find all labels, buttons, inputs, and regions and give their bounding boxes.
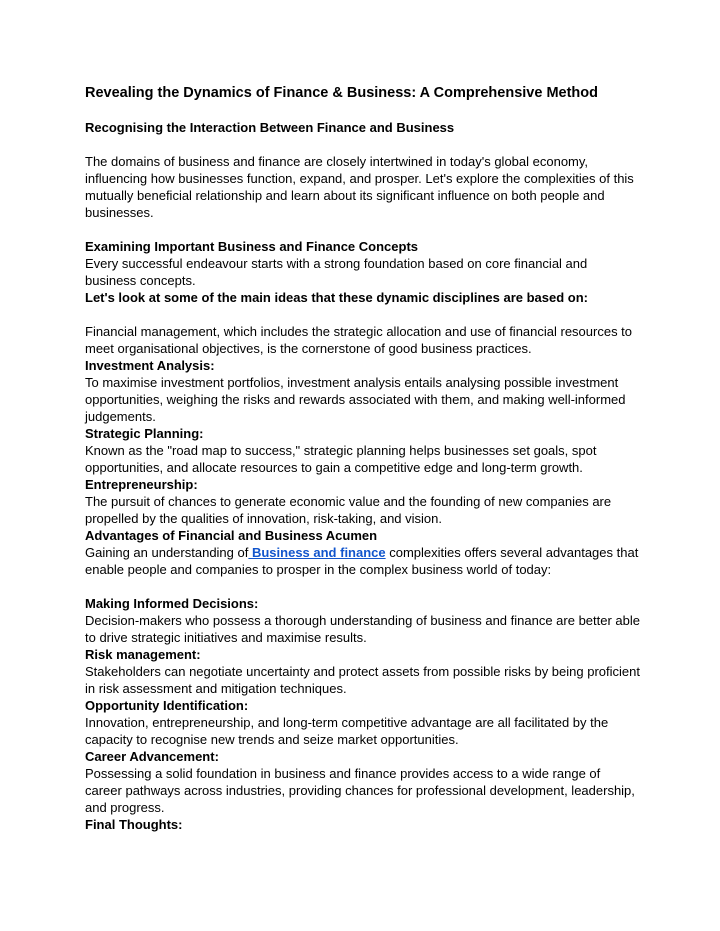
paragraph-informed-decisions: Decision-makers who possess a thorough understanding of business and finance are better able to drive strategic initiatives and maximise results. (85, 613, 641, 645)
paragraph-investment-analysis: To maximise investment portfolios, investment analysis entails analysing possible investment opportunities, weighing the risks and rewards associated with them, and making well-informed judgements. (85, 375, 626, 424)
heading-main-ideas: Let's look at some of the main ideas that these dynamic disciplines are based on: (85, 290, 589, 305)
heading-career-advancement: Career Advancement: (85, 749, 219, 764)
paragraph-entrepreneurship: The pursuit of chances to generate economic value and the founding of new companies are propelled by the qualities of innovation, risk-taking, and vision. (85, 494, 612, 526)
heading-interaction: Recognising the Interaction Between Finance and Business (85, 120, 455, 135)
business-and-finance-link[interactable]: Business and finance (248, 545, 386, 560)
advantages-text-pre: Gaining an understanding of (85, 545, 249, 560)
heading-investment-analysis: Investment Analysis: (85, 358, 215, 373)
heading-risk-management: Risk management: (85, 647, 201, 662)
heading-entrepreneurship: Entrepreneurship: (85, 477, 198, 492)
heading-opportunity-identification: Opportunity Identification: (85, 698, 249, 713)
paragraph-financial-management: Financial management, which includes the strategic allocation and use of financial resources to meet organisational objectives, is the cornerstone of good business practices. (85, 324, 633, 356)
paragraph-concepts: Every successful endeavour starts with a strong foundation based on core financial and business concepts. (85, 256, 588, 288)
paragraph-risk-management: Stakeholders can negotiate uncertainty and protect assets from possible risks by being proficient in risk assessment and mitigation techniques. (85, 664, 640, 696)
paragraph-advantages (85, 544, 640, 578)
paragraph-opportunity-identification: Innovation, entrepreneurship, and long-term competitive advantage are all facilitated by the capacity to recognise new trends and seize market opportunities. (85, 715, 609, 747)
paragraph-strategic-planning: Known as the "road map to success," strategic planning helps businesses set goals, spot opportunities, and allocate resources to gain a competitive edge and long-term growth. (85, 443, 597, 475)
heading-concepts: Examining Important Business and Finance Concepts (85, 239, 419, 254)
paragraph-intro: The domains of business and finance are closely intertwined in today's global economy, influencing how businesses function, expand, and prosper. Let's explore the complexities of this mutually beneficial relationship and learn about its significant influence on both people and businesses. (85, 154, 634, 220)
heading-final-thoughts: Final Thoughts: (85, 817, 183, 832)
paragraph-career-advancement: Possessing a solid foundation in business and finance provides access to a wide range of career pathways across industries, providing chances for professional development, leadership, and progress. (85, 766, 635, 815)
document-title: Revealing the Dynamics of Finance & Business: A Comprehensive Method (85, 85, 598, 101)
heading-strategic-planning: Strategic Planning: (85, 426, 204, 441)
advantages-text-post: complexities offers several advantages that enable people and companies to prosper in the complex business world of today: (85, 545, 639, 577)
heading-advantages: Advantages of Financial and Business Acumen (85, 528, 378, 543)
heading-informed-decisions: Making Informed Decisions: (85, 596, 259, 611)
